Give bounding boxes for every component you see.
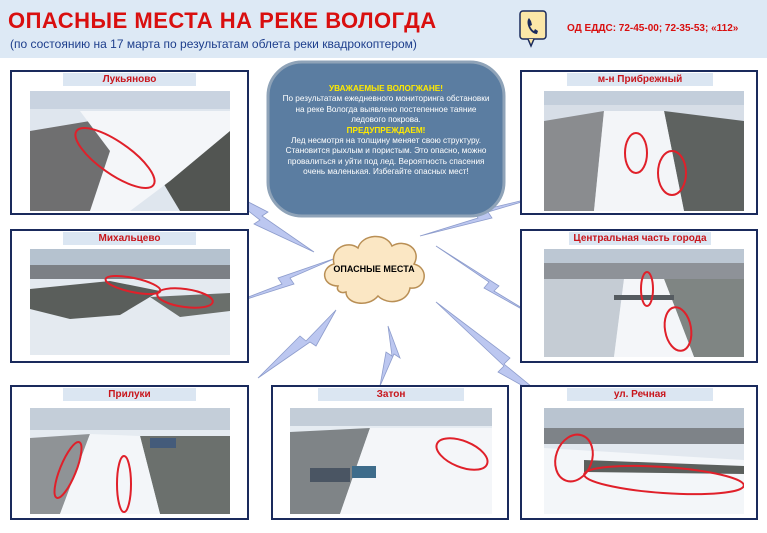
aerial-photo xyxy=(30,408,230,514)
location-card-rechnaya xyxy=(520,385,758,520)
aerial-photo xyxy=(544,249,744,357)
location-label: Лукьяново xyxy=(63,73,196,86)
location-card-pribrezhny xyxy=(520,70,758,215)
bolt-zaton xyxy=(380,326,400,386)
location-card-lukyanovo xyxy=(10,70,249,215)
location-card-priluki xyxy=(10,385,249,520)
aerial-photo xyxy=(30,249,230,355)
aerial-photo xyxy=(290,408,492,514)
location-label: ул. Речная xyxy=(567,388,713,401)
message-warning: ПРЕДУПРЕЖДАЕМ! xyxy=(346,125,426,135)
page-subtitle: (по состоянию на 17 марта по результатам облета реки квадрокоптером) xyxy=(10,37,417,51)
location-label: Михальцево xyxy=(63,232,196,245)
location-label: м-н Прибрежный xyxy=(567,73,713,86)
location-card-mikhaltsevo xyxy=(10,229,249,363)
aerial-photo xyxy=(30,91,230,211)
location-card-centr xyxy=(520,229,758,363)
location-label: Затон xyxy=(318,388,464,401)
location-card-zaton xyxy=(271,385,509,520)
aerial-photo xyxy=(544,408,744,514)
center-cloud xyxy=(316,228,432,308)
aerial-photo xyxy=(544,91,744,211)
message-greeting: УВАЖАЕМЫЕ ВОЛОГЖАНЕ! xyxy=(329,84,443,93)
message-body-2: Лед несмотря на толщину меняет свою структуру. Становится рыхлым и пористым. Это опасно, можно провалиться и уйти под лед. Вероятность спасения очень маленькая. Избегайте опасных мест! xyxy=(285,136,487,177)
location-label: Центральная часть города xyxy=(569,232,711,245)
page-title: ОПАСНЫЕ МЕСТА НА РЕКЕ ВОЛОГДА xyxy=(8,8,437,33)
location-label: Прилуки xyxy=(63,388,196,401)
message-body-1: По результатам ежедневного мониторинга обстановки на реке Вологда выявлено постепенное таяние ледового покрова. xyxy=(282,94,490,125)
bolt-priluki xyxy=(258,310,336,378)
warning-message xyxy=(266,60,506,218)
center-label: ОПАСНЫЕ МЕСТА xyxy=(333,264,415,274)
emergency-phones: ОД ЕДДС: 72-45-00; 72-35-53; «112» xyxy=(567,23,739,34)
